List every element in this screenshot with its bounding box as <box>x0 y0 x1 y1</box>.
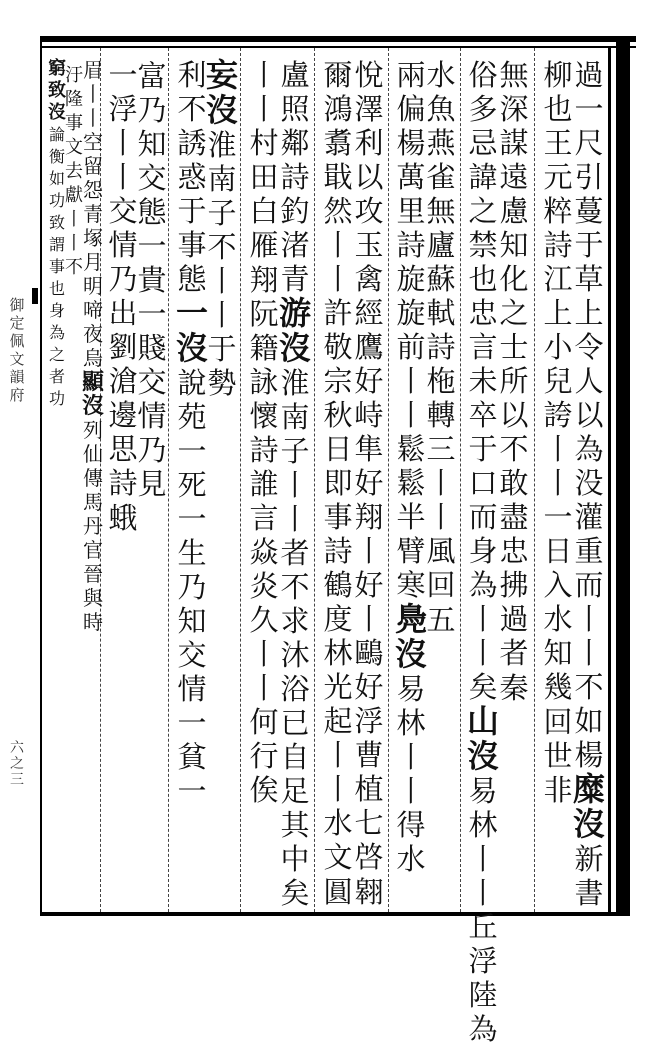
running-title: 御定佩文韻府 <box>9 296 25 404</box>
text-column: 眉丨丨空留怨青塚月明啼夜烏顯沒列仙傳馬丹官晉與時 <box>82 58 105 634</box>
column-rule <box>460 48 461 912</box>
text-column: 水魚燕雀無廬蘇軾詩柂轉三丨丨風回五 <box>426 58 456 637</box>
text-column: 利不誘惑于事態一沒說苑一死一生乃知交情一貧一 <box>175 58 208 808</box>
column-rule <box>534 48 535 912</box>
text-column: 一浮丨丨交情乃出劉滄邊思詩蛾 <box>108 58 138 535</box>
right-border <box>616 36 630 916</box>
text-column: 爾鴻翥戢然丨丨許敬宗秋日即事詩鶴度林光起丨丨水文圓 <box>323 58 353 909</box>
text-column: 過一尺引蔓于草上令人以為没灌重而丨丨不如楊糜沒新書 <box>572 58 605 910</box>
text-column: 俗多忌諱之禁也忠言未卒于口而身為丨丨矣山沒易林丨丨丘浮陸為 <box>466 58 499 1046</box>
bottom-border <box>40 912 630 916</box>
text-column: 兩偏楊萬里詩旋旋前丨丨鬆鬆半臂寒鳧沒易林丨丨得水 <box>394 58 427 876</box>
text-column: 悅澤利以攻玉禽經鷹好峙隼好翔丨好丨鷗好浮曹植七啓翱 <box>354 58 384 909</box>
text-column: 盧照鄰詩釣渚青游沒淮南子丨丨者不求沐浴已自足其中矣 <box>278 58 311 910</box>
text-column: 丨丨村田白雁翔阮籍詠懷詩誰言焱炎久丨丨何行俟 <box>249 58 279 807</box>
folio-number: 六之三 <box>10 740 24 788</box>
margin-mark <box>32 288 38 304</box>
column-rule <box>388 48 389 912</box>
top-border <box>40 36 636 42</box>
text-column: 汙隆事文去獻丨丨不 <box>65 65 83 278</box>
column-rule <box>240 48 241 912</box>
text-column: 柳也王元粹詩江上小兒誇丨丨一日入水知幾回世非 <box>543 58 573 807</box>
text-column: 妄沒淮南子不丨丨于勢 <box>205 56 238 400</box>
text-column: 窮致沒論衡如功致謂事也身為之者功 <box>48 58 66 408</box>
column-rule <box>314 48 315 912</box>
text-column: 富乃知交態一貴一賤交情乃見 <box>137 59 167 501</box>
right-border-inner <box>608 48 611 914</box>
text-column: 無深謀遠慮知化之士所以不敢盡忠拂過者秦 <box>499 58 529 705</box>
top-border-thin <box>40 46 636 48</box>
